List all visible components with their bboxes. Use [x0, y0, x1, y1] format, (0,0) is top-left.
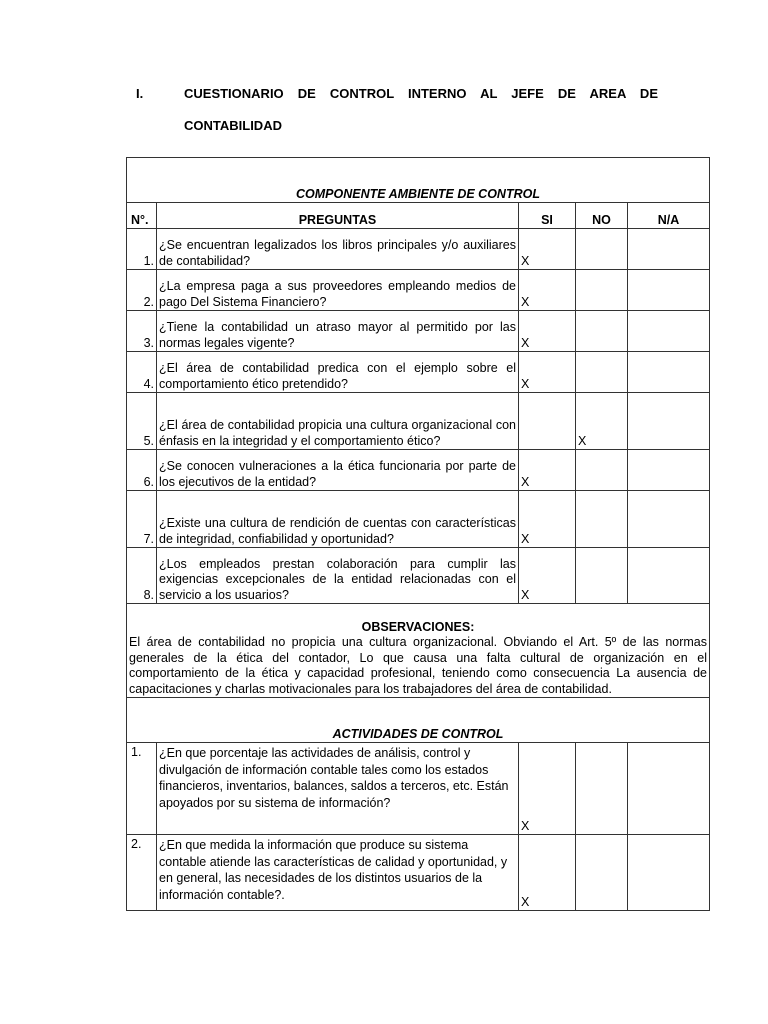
answer-na-cell: [628, 311, 710, 352]
question-row: [127, 743, 710, 835]
question-row: [127, 352, 710, 393]
answer-no-cell: [576, 352, 628, 393]
answer-na-cell: [628, 450, 710, 491]
question-text: ¿El área de contabilidad predica con el ejemplo sobre el comportamiento ético pretendido?: [157, 352, 519, 393]
column-header-questions: PREGUNTAS: [157, 203, 519, 229]
question-number: 7.: [127, 491, 157, 548]
answer-na-cell: [628, 548, 710, 604]
question-number: 2.: [127, 270, 157, 311]
question-number: 5.: [127, 393, 157, 450]
section-title: COMPONENTE AMBIENTE DE CONTROL: [127, 158, 710, 203]
question-text: ¿La empresa paga a sus proveedores empleando medios de pago Del Sistema Financiero?: [157, 270, 519, 311]
answer-no-cell: [576, 311, 628, 352]
heading-title: CUESTIONARIO DE CONTROL INTERNO AL JEFE DE AREA DE: [184, 86, 658, 101]
question-number: 3.: [127, 311, 157, 352]
question-text: ¿Existe una cultura de rendición de cuentas con características de integridad, confiabilidad y oportunidad?: [157, 491, 519, 548]
question-number: 2.: [127, 835, 157, 911]
column-header-no: NO: [576, 203, 628, 229]
answer-si-cell: X: [519, 450, 576, 491]
question-number: 6.: [127, 450, 157, 491]
question-text: ¿El área de contabilidad propicia una cultura organizacional con énfasis en la integridad y el comportamiento ético?: [157, 393, 519, 450]
answer-na-cell: [628, 835, 710, 911]
question-text: ¿Se conocen vulneraciones a la ética funcionaria por parte de los ejecutivos de la entidad?: [157, 450, 519, 491]
answer-si-cell: X: [519, 352, 576, 393]
observations-title: OBSERVACIONES:: [361, 619, 475, 634]
header-row: [127, 203, 710, 229]
observations-cell: [127, 604, 710, 698]
section-row: [127, 698, 710, 743]
answer-no-cell: [576, 450, 628, 491]
question-row: [127, 835, 710, 911]
questionnaire-table: [126, 157, 710, 911]
answer-na-cell: [628, 352, 710, 393]
answer-na-cell: [628, 393, 710, 450]
answer-na-cell: [628, 743, 710, 835]
question-row: [127, 393, 710, 450]
question-row: [127, 229, 710, 270]
question-text: ¿Los empleados prestan colaboración para cumplir las exigencias excepcionales de la entidad relacionadas con el servicio a los usuarios?: [157, 548, 519, 604]
question-row: [127, 548, 710, 604]
question-number: 8.: [127, 548, 157, 604]
question-text: ¿En que porcentaje las actividades de análisis, control y divulgación de información contable tales como los estados financieros, inventarios, balances, saldos a terceros, etc. Están apoyados por su sistema de información?: [157, 743, 519, 835]
question-row: [127, 311, 710, 352]
question-row: [127, 491, 710, 548]
answer-no-cell: X: [576, 393, 628, 450]
answer-no-cell: [576, 835, 628, 911]
answer-si-cell: X: [519, 743, 576, 835]
question-text: ¿Se encuentran legalizados los libros principales y/o auxiliares de contabilidad?: [157, 229, 519, 270]
answer-si-cell: X: [519, 491, 576, 548]
question-row: [127, 270, 710, 311]
answer-si-cell: X: [519, 270, 576, 311]
section-row: [127, 158, 710, 203]
answer-si-cell: [519, 393, 576, 450]
heading-title-continued: CONTABILIDAD: [184, 118, 282, 133]
column-header-na: N/A: [628, 203, 710, 229]
question-number: 1.: [127, 229, 157, 270]
question-text: ¿En que medida la información que produce su sistema contable atiende las características de calidad y oportunidad, y en general, las necesidades de los distintos usuarios de la información contable?.: [157, 835, 519, 911]
question-number: 1.: [127, 743, 157, 835]
heading-number: I.: [136, 86, 144, 101]
answer-no-cell: [576, 548, 628, 604]
answer-no-cell: [576, 491, 628, 548]
answer-no-cell: [576, 270, 628, 311]
observations-text: El área de contabilidad no propicia una cultura organizacional. Obviando el Art. 5º de las normas generales de la ética del contador, Lo que causa una falta cultural de organización en el comportamiento de la ética y capacidad profesional, teniendo como consecuencia La ausencia de capacitaciones y charlas motivacionales para los trabajadores del área de contabilidad.: [129, 635, 707, 696]
answer-no-cell: [576, 229, 628, 270]
question-row: [127, 450, 710, 491]
answer-na-cell: [628, 270, 710, 311]
answer-no-cell: [576, 743, 628, 835]
answer-na-cell: [628, 229, 710, 270]
answer-si-cell: X: [519, 311, 576, 352]
question-number: 4.: [127, 352, 157, 393]
column-header-si: SI: [519, 203, 576, 229]
answer-si-cell: X: [519, 548, 576, 604]
answer-si-cell: X: [519, 229, 576, 270]
answer-na-cell: [628, 491, 710, 548]
section-title: ACTIVIDADES DE CONTROL: [127, 698, 710, 743]
question-text: ¿Tiene la contabilidad un atraso mayor al permitido por las normas legales vigente?: [157, 311, 519, 352]
answer-si-cell: X: [519, 835, 576, 911]
column-header-number: N°.: [127, 203, 157, 229]
observations-row: [127, 604, 710, 698]
